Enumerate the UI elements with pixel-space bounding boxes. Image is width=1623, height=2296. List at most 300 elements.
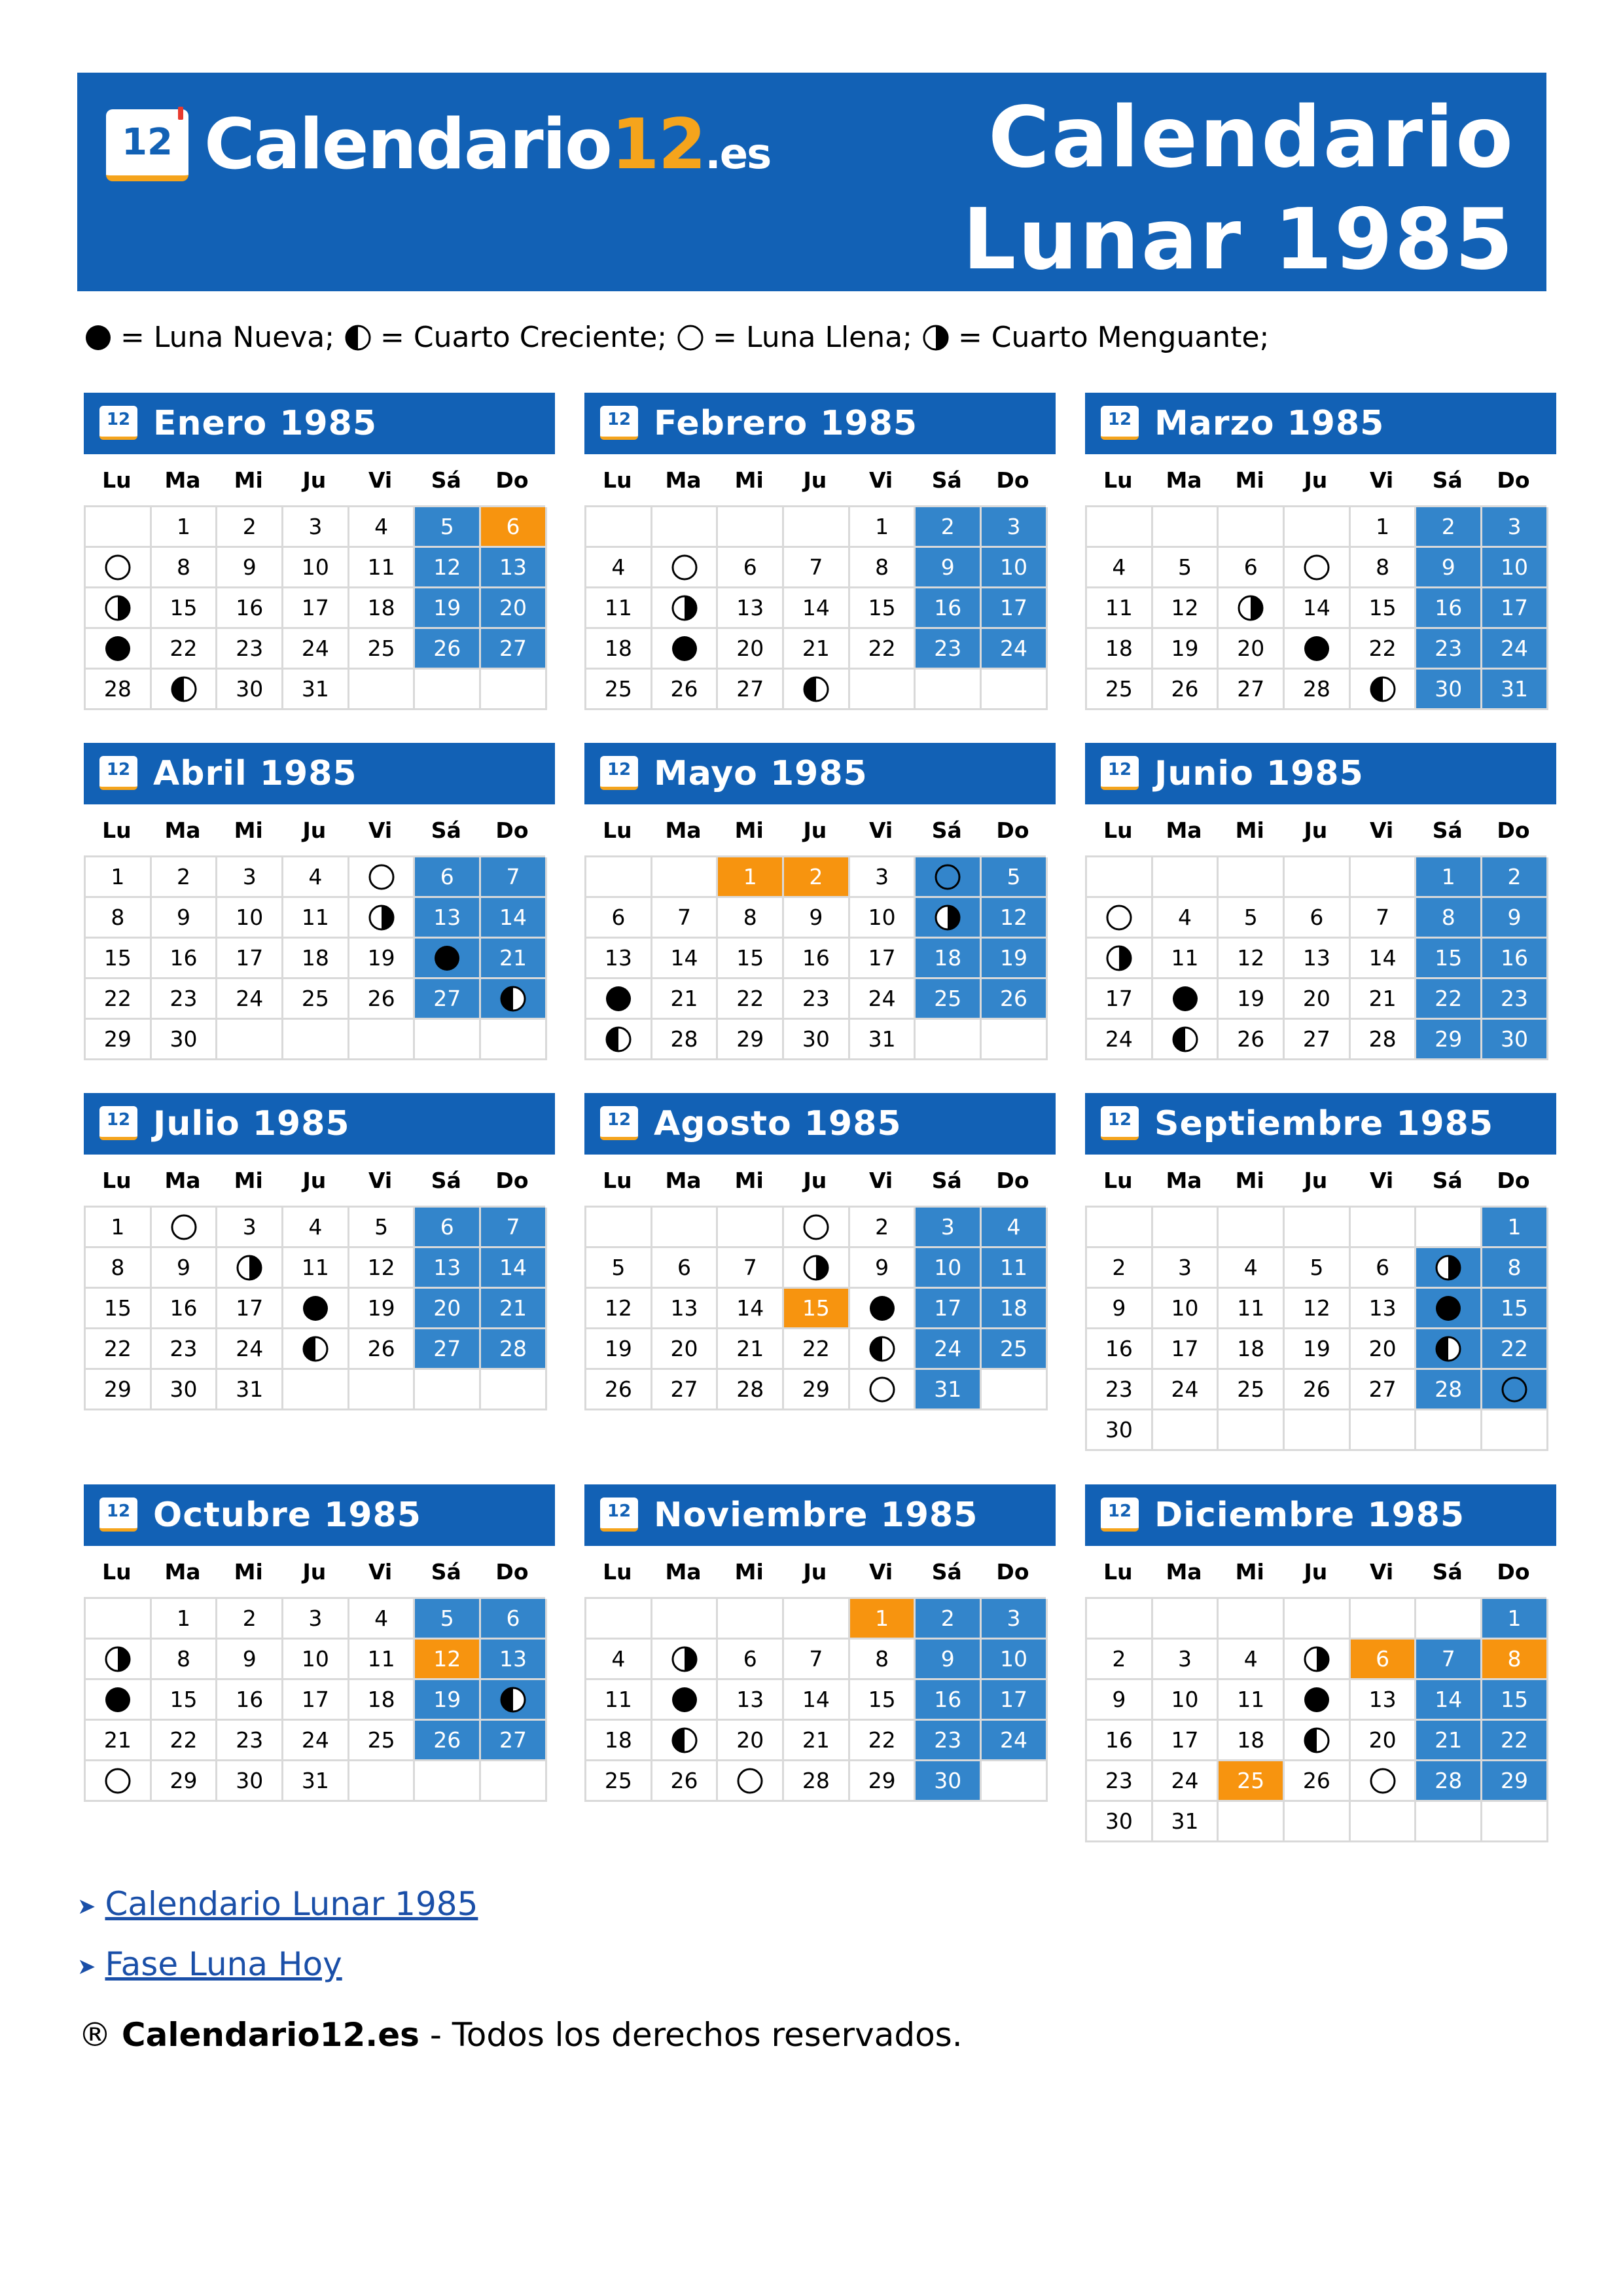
weekday-label: Do (996, 817, 1029, 843)
day-cell: 4 (1219, 1248, 1285, 1289)
day-cell: 16 (1087, 1721, 1153, 1761)
day-cell: 30 (1482, 1020, 1548, 1060)
day-cell: 26 (1219, 1020, 1285, 1060)
link-fase-luna-hoy[interactable] (77, 1945, 342, 1983)
day-cell: 18 (1219, 1329, 1285, 1370)
day-cell: 25 (349, 1721, 416, 1761)
weekday-label: Ma (1166, 1558, 1202, 1585)
empty-cell (481, 670, 547, 710)
month-header (584, 1093, 1056, 1155)
day-cell: 22 (1482, 1721, 1548, 1761)
empty-cell (481, 1761, 547, 1802)
day-cell: 26 (982, 979, 1048, 1020)
calendar-12-icon: 12 (99, 406, 137, 440)
empty-cell (982, 670, 1048, 710)
day-cell: 24 (217, 979, 283, 1020)
new-moon-icon (84, 323, 113, 352)
day-cell: 7 (718, 1248, 784, 1289)
day-cell: 22 (850, 629, 916, 670)
weekday-label: Do (996, 1167, 1029, 1193)
day-cell: 12 (1153, 588, 1219, 629)
weekday-label: Sá (431, 1167, 461, 1193)
day-cell: 22 (850, 1721, 916, 1761)
link-calendario-lunar-text[interactable]: Calendario Lunar 1985 (105, 1885, 478, 1923)
day-cell: 11 (283, 898, 349, 939)
day-cell: 7 (481, 857, 547, 898)
day-cell: 3 (1482, 507, 1548, 548)
day-cell: 1 (1482, 1208, 1548, 1248)
day-cell (86, 588, 152, 629)
day-cell: 11 (586, 588, 652, 629)
weekday-label: Lu (1103, 1167, 1133, 1193)
weekday-label: Ju (803, 817, 827, 843)
weekday-label: Sá (931, 467, 962, 493)
day-cell: 4 (586, 1640, 652, 1680)
day-cell (86, 548, 152, 588)
weekday-label: Ju (803, 1167, 827, 1193)
day-cell: 4 (283, 1208, 349, 1248)
day-cell (152, 1208, 218, 1248)
month-title: Marzo 1985 (1154, 404, 1385, 443)
first-quarter-icon (499, 984, 527, 1013)
day-cell: 12 (586, 1289, 652, 1329)
day-cell: 2 (1416, 507, 1482, 548)
empty-cell (1351, 1208, 1417, 1248)
day-cell: 31 (916, 1370, 982, 1410)
last-quarter-icon (103, 594, 132, 622)
day-cell: 30 (1416, 670, 1482, 710)
month-header (1085, 1484, 1556, 1546)
weekday-label: Ju (1304, 1167, 1328, 1193)
empty-cell (1416, 1208, 1482, 1248)
day-cell (217, 1248, 283, 1289)
first-quarter-icon (670, 1726, 699, 1755)
site-logo[interactable]: Calendario12.es (204, 104, 771, 185)
day-cell: 2 (1482, 857, 1548, 898)
empty-cell (1153, 1208, 1219, 1248)
day-cell: 27 (1219, 670, 1285, 710)
weekday-label: Lu (1103, 1558, 1133, 1585)
day-cell: 11 (1219, 1289, 1285, 1329)
legend-item-new (84, 321, 334, 354)
day-cell: 6 (718, 1640, 784, 1680)
day-cell: 19 (1153, 629, 1219, 670)
day-cell (1285, 1721, 1351, 1761)
empty-cell (586, 1599, 652, 1640)
day-cell: 31 (1153, 1802, 1219, 1842)
day-cell: 6 (1351, 1248, 1417, 1289)
day-cell: 19 (1285, 1329, 1351, 1370)
day-cell: 30 (152, 1020, 218, 1060)
empty-cell (1285, 1802, 1351, 1842)
day-cell: 30 (784, 1020, 850, 1060)
day-cell: 3 (1153, 1248, 1219, 1289)
weekday-label: Lu (102, 1167, 132, 1193)
day-cell: 27 (718, 670, 784, 710)
day-cell (415, 939, 481, 979)
day-cell: 8 (850, 548, 916, 588)
day-cell: 20 (1219, 629, 1285, 670)
day-cell: 15 (152, 588, 218, 629)
day-cell: 13 (481, 548, 547, 588)
calendar-12-icon: 12 (600, 1106, 638, 1140)
day-cell: 6 (718, 548, 784, 588)
month-title: Febrero 1985 (654, 404, 918, 443)
day-cell: 5 (586, 1248, 652, 1289)
day-cell: 1 (850, 507, 916, 548)
calendar-12-icon: 12 (106, 109, 188, 181)
day-cell: 3 (217, 1208, 283, 1248)
last-quarter-icon (1302, 1645, 1331, 1674)
month-title: Octubre 1985 (153, 1496, 421, 1535)
weekday-label: Mi (1235, 1558, 1264, 1585)
day-cell: 29 (850, 1761, 916, 1802)
weekday-label: Ma (665, 467, 702, 493)
day-cell: 10 (1153, 1289, 1219, 1329)
days-grid (1085, 505, 1546, 710)
day-cell: 2 (1087, 1640, 1153, 1680)
day-cell: 22 (86, 1329, 152, 1370)
weekday-label: Mi (1235, 1167, 1264, 1193)
day-cell: 10 (217, 898, 283, 939)
day-cell: 29 (86, 1020, 152, 1060)
day-cell (86, 1761, 152, 1802)
day-cell: 23 (1416, 629, 1482, 670)
day-cell: 25 (1219, 1370, 1285, 1410)
empty-cell (982, 1370, 1048, 1410)
day-cell: 17 (283, 588, 349, 629)
day-cell: 25 (1087, 670, 1153, 710)
link-calendario-lunar[interactable] (77, 1885, 478, 1923)
empty-cell (481, 1370, 547, 1410)
day-cell: 10 (283, 1640, 349, 1680)
day-cell: 11 (1087, 588, 1153, 629)
day-cell (1087, 939, 1153, 979)
empty-cell (586, 857, 652, 898)
last-quarter-icon (802, 1253, 830, 1282)
weekday-header-row (584, 804, 1046, 855)
day-cell: 29 (86, 1370, 152, 1410)
empty-cell (415, 1370, 481, 1410)
day-cell: 4 (1219, 1640, 1285, 1680)
day-cell: 26 (652, 670, 719, 710)
day-cell: 13 (1351, 1680, 1417, 1721)
full-moon-icon (933, 863, 962, 891)
day-cell: 9 (1087, 1680, 1153, 1721)
full-moon-icon (676, 323, 705, 352)
day-cell: 21 (86, 1721, 152, 1761)
empty-cell (1153, 1410, 1219, 1451)
first-quarter-icon (169, 675, 198, 704)
day-cell: 24 (283, 629, 349, 670)
full-moon-icon (670, 553, 699, 582)
day-cell: 5 (1219, 898, 1285, 939)
weekday-label: Ju (302, 1558, 327, 1585)
day-cell: 8 (1416, 898, 1482, 939)
empty-cell (1087, 507, 1153, 548)
day-cell: 26 (415, 1721, 481, 1761)
day-cell: 13 (652, 1289, 719, 1329)
day-cell: 16 (152, 939, 218, 979)
day-cell: 3 (283, 1599, 349, 1640)
day-cell: 16 (916, 588, 982, 629)
day-cell: 14 (718, 1289, 784, 1329)
month-calendar (1085, 393, 1556, 710)
day-cell: 15 (1482, 1289, 1548, 1329)
empty-cell (349, 670, 416, 710)
empty-cell (1219, 507, 1285, 548)
full-moon-icon (1302, 553, 1331, 582)
first-quarter-icon (1302, 1726, 1331, 1755)
arrow-right-icon: ➤ (77, 1893, 96, 1920)
day-cell: 31 (1482, 670, 1548, 710)
day-cell: 30 (217, 670, 283, 710)
weekday-label: Sá (431, 467, 461, 493)
day-cell: 31 (283, 670, 349, 710)
new-moon-icon (868, 1294, 897, 1323)
day-cell (784, 1248, 850, 1289)
last-quarter-icon (367, 903, 396, 932)
legend-label: = Cuarto Creciente; (380, 321, 668, 354)
day-cell: 28 (718, 1370, 784, 1410)
weekday-label: Vi (868, 1558, 893, 1585)
day-cell: 21 (1351, 979, 1417, 1020)
new-moon-icon (103, 1685, 132, 1714)
weekday-header-row (584, 454, 1046, 505)
day-cell: 15 (784, 1289, 850, 1329)
day-cell: 8 (1482, 1640, 1548, 1680)
month-header (584, 1484, 1056, 1546)
full-moon-icon (103, 1767, 132, 1795)
day-cell: 7 (784, 1640, 850, 1680)
month-calendar (584, 1484, 1056, 1802)
empty-cell (1416, 1599, 1482, 1640)
last-quarter-icon (1236, 594, 1265, 622)
day-cell: 8 (850, 1640, 916, 1680)
weekday-label: Mi (234, 467, 263, 493)
day-cell: 28 (652, 1020, 719, 1060)
weekday-label: Vi (1369, 1167, 1394, 1193)
empty-cell (850, 670, 916, 710)
weekday-header-row (1085, 454, 1546, 505)
day-cell: 21 (784, 1721, 850, 1761)
day-cell (850, 1370, 916, 1410)
day-cell: 7 (1351, 898, 1417, 939)
day-cell: 15 (1416, 939, 1482, 979)
weekday-header-row (584, 1546, 1046, 1597)
weekday-label: Ju (1304, 1558, 1328, 1585)
day-cell: 24 (283, 1721, 349, 1761)
day-cell: 10 (283, 548, 349, 588)
day-cell: 4 (349, 507, 416, 548)
day-cell: 6 (1285, 898, 1351, 939)
day-cell: 3 (916, 1208, 982, 1248)
day-cell: 28 (481, 1329, 547, 1370)
day-cell: 28 (1351, 1020, 1417, 1060)
day-cell: 11 (1153, 939, 1219, 979)
day-cell (1482, 1370, 1548, 1410)
day-cell: 1 (718, 857, 784, 898)
day-cell: 17 (1153, 1721, 1219, 1761)
page-title: Calendario Lunar 1985 (962, 89, 1515, 289)
day-cell: 4 (586, 548, 652, 588)
days-grid (1085, 855, 1546, 1060)
calendar-12-icon: 12 (99, 756, 137, 790)
day-cell: 3 (850, 857, 916, 898)
day-cell: 9 (916, 548, 982, 588)
month-calendar (584, 743, 1056, 1060)
weekday-label: Sá (931, 1558, 962, 1585)
weekday-label: Do (1497, 1558, 1530, 1585)
day-cell: 30 (152, 1370, 218, 1410)
full-moon-icon (1368, 1767, 1397, 1795)
day-cell: 10 (916, 1248, 982, 1289)
day-cell: 1 (1351, 507, 1417, 548)
day-cell: 7 (1416, 1640, 1482, 1680)
day-cell: 29 (152, 1761, 218, 1802)
day-cell: 23 (217, 629, 283, 670)
weekday-label: Vi (868, 1167, 893, 1193)
weekday-label: Mi (234, 817, 263, 843)
day-cell: 1 (850, 1599, 916, 1640)
day-cell: 17 (982, 1680, 1048, 1721)
empty-cell (718, 1599, 784, 1640)
weekday-label: Ma (665, 1558, 702, 1585)
legend-label: = Luna Llena; (713, 321, 912, 354)
weekday-label: Vi (868, 467, 893, 493)
month-title: Noviembre 1985 (654, 1496, 978, 1535)
day-cell: 25 (916, 979, 982, 1020)
day-cell: 28 (1285, 670, 1351, 710)
weekday-label: Do (1497, 467, 1530, 493)
days-grid (1085, 1597, 1546, 1842)
empty-cell (1153, 1599, 1219, 1640)
day-cell: 5 (415, 507, 481, 548)
day-cell: 1 (86, 1208, 152, 1248)
weekday-label: Lu (102, 467, 132, 493)
day-cell: 25 (982, 1329, 1048, 1370)
day-cell: 21 (481, 1289, 547, 1329)
day-cell: 28 (1416, 1761, 1482, 1802)
first-quarter-icon (499, 1685, 527, 1714)
day-cell: 6 (652, 1248, 719, 1289)
day-cell: 19 (1219, 979, 1285, 1020)
first-quarter-icon (301, 1335, 330, 1363)
day-cell: 23 (1087, 1761, 1153, 1802)
weekday-label: Ma (164, 817, 201, 843)
weekday-label: Vi (868, 817, 893, 843)
day-cell: 3 (283, 507, 349, 548)
day-cell: 24 (982, 1721, 1048, 1761)
day-cell: 8 (152, 548, 218, 588)
weekday-label: Vi (1369, 1558, 1394, 1585)
empty-cell (1351, 1410, 1417, 1451)
day-cell: 1 (1482, 1599, 1548, 1640)
days-grid (84, 1206, 545, 1410)
day-cell: 8 (1351, 548, 1417, 588)
day-cell: 3 (982, 1599, 1048, 1640)
day-cell: 6 (1219, 548, 1285, 588)
day-cell: 4 (283, 857, 349, 898)
weekday-label: Lu (102, 817, 132, 843)
day-cell: 11 (982, 1248, 1048, 1289)
day-cell: 14 (784, 1680, 850, 1721)
day-cell: 23 (916, 1721, 982, 1761)
weekday-label: Ju (803, 467, 827, 493)
day-cell: 31 (283, 1761, 349, 1802)
day-cell: 9 (850, 1248, 916, 1289)
calendar-12-icon: 12 (600, 406, 638, 440)
day-cell: 28 (1416, 1370, 1482, 1410)
day-cell: 18 (349, 588, 416, 629)
weekday-header-row (84, 454, 545, 505)
empty-cell (1219, 1208, 1285, 1248)
days-grid (1085, 1206, 1546, 1451)
day-cell: 12 (349, 1248, 416, 1289)
day-cell: 22 (152, 629, 218, 670)
day-cell (86, 1680, 152, 1721)
day-cell: 24 (1153, 1761, 1219, 1802)
link-fase-luna-hoy-text[interactable]: Fase Luna Hoy (105, 1945, 342, 1983)
weekday-header-row (1085, 1546, 1546, 1597)
day-cell: 14 (1285, 588, 1351, 629)
day-cell: 12 (982, 898, 1048, 939)
last-quarter-icon (1105, 944, 1133, 973)
day-cell: 27 (652, 1370, 719, 1410)
weekday-label: Lu (102, 1558, 132, 1585)
day-cell: 14 (784, 588, 850, 629)
day-cell: 21 (784, 629, 850, 670)
weekday-label: Lu (603, 467, 632, 493)
day-cell: 21 (481, 939, 547, 979)
day-cell: 25 (283, 979, 349, 1020)
day-cell: 13 (1285, 939, 1351, 979)
weekday-label: Lu (1103, 817, 1133, 843)
last-quarter-icon (235, 1253, 264, 1282)
day-cell: 5 (349, 1208, 416, 1248)
empty-cell (718, 1208, 784, 1248)
weekday-label: Do (996, 1558, 1029, 1585)
day-cell: 2 (217, 1599, 283, 1640)
day-cell: 21 (652, 979, 719, 1020)
empty-cell (1285, 507, 1351, 548)
day-cell: 25 (1219, 1761, 1285, 1802)
day-cell: 27 (415, 979, 481, 1020)
day-cell: 28 (784, 1761, 850, 1802)
day-cell: 14 (481, 1248, 547, 1289)
month-calendar (84, 743, 555, 1060)
day-cell: 21 (1416, 1721, 1482, 1761)
day-cell: 15 (1351, 588, 1417, 629)
days-grid (584, 855, 1046, 1060)
weekday-label: Vi (368, 1167, 393, 1193)
day-cell: 5 (1285, 1248, 1351, 1289)
day-cell (652, 629, 719, 670)
empty-cell (1219, 1410, 1285, 1451)
day-cell: 4 (982, 1208, 1048, 1248)
day-cell: 3 (982, 507, 1048, 548)
day-cell: 30 (1087, 1410, 1153, 1451)
month-calendar (84, 1484, 555, 1802)
first-quarter-icon (604, 1025, 633, 1054)
empty-cell (1087, 1208, 1153, 1248)
day-cell: 9 (784, 898, 850, 939)
full-moon-icon (367, 863, 396, 891)
day-cell (1285, 629, 1351, 670)
weekday-label: Do (1497, 1167, 1530, 1193)
day-cell: 2 (850, 1208, 916, 1248)
weekday-label: Mi (734, 1167, 764, 1193)
